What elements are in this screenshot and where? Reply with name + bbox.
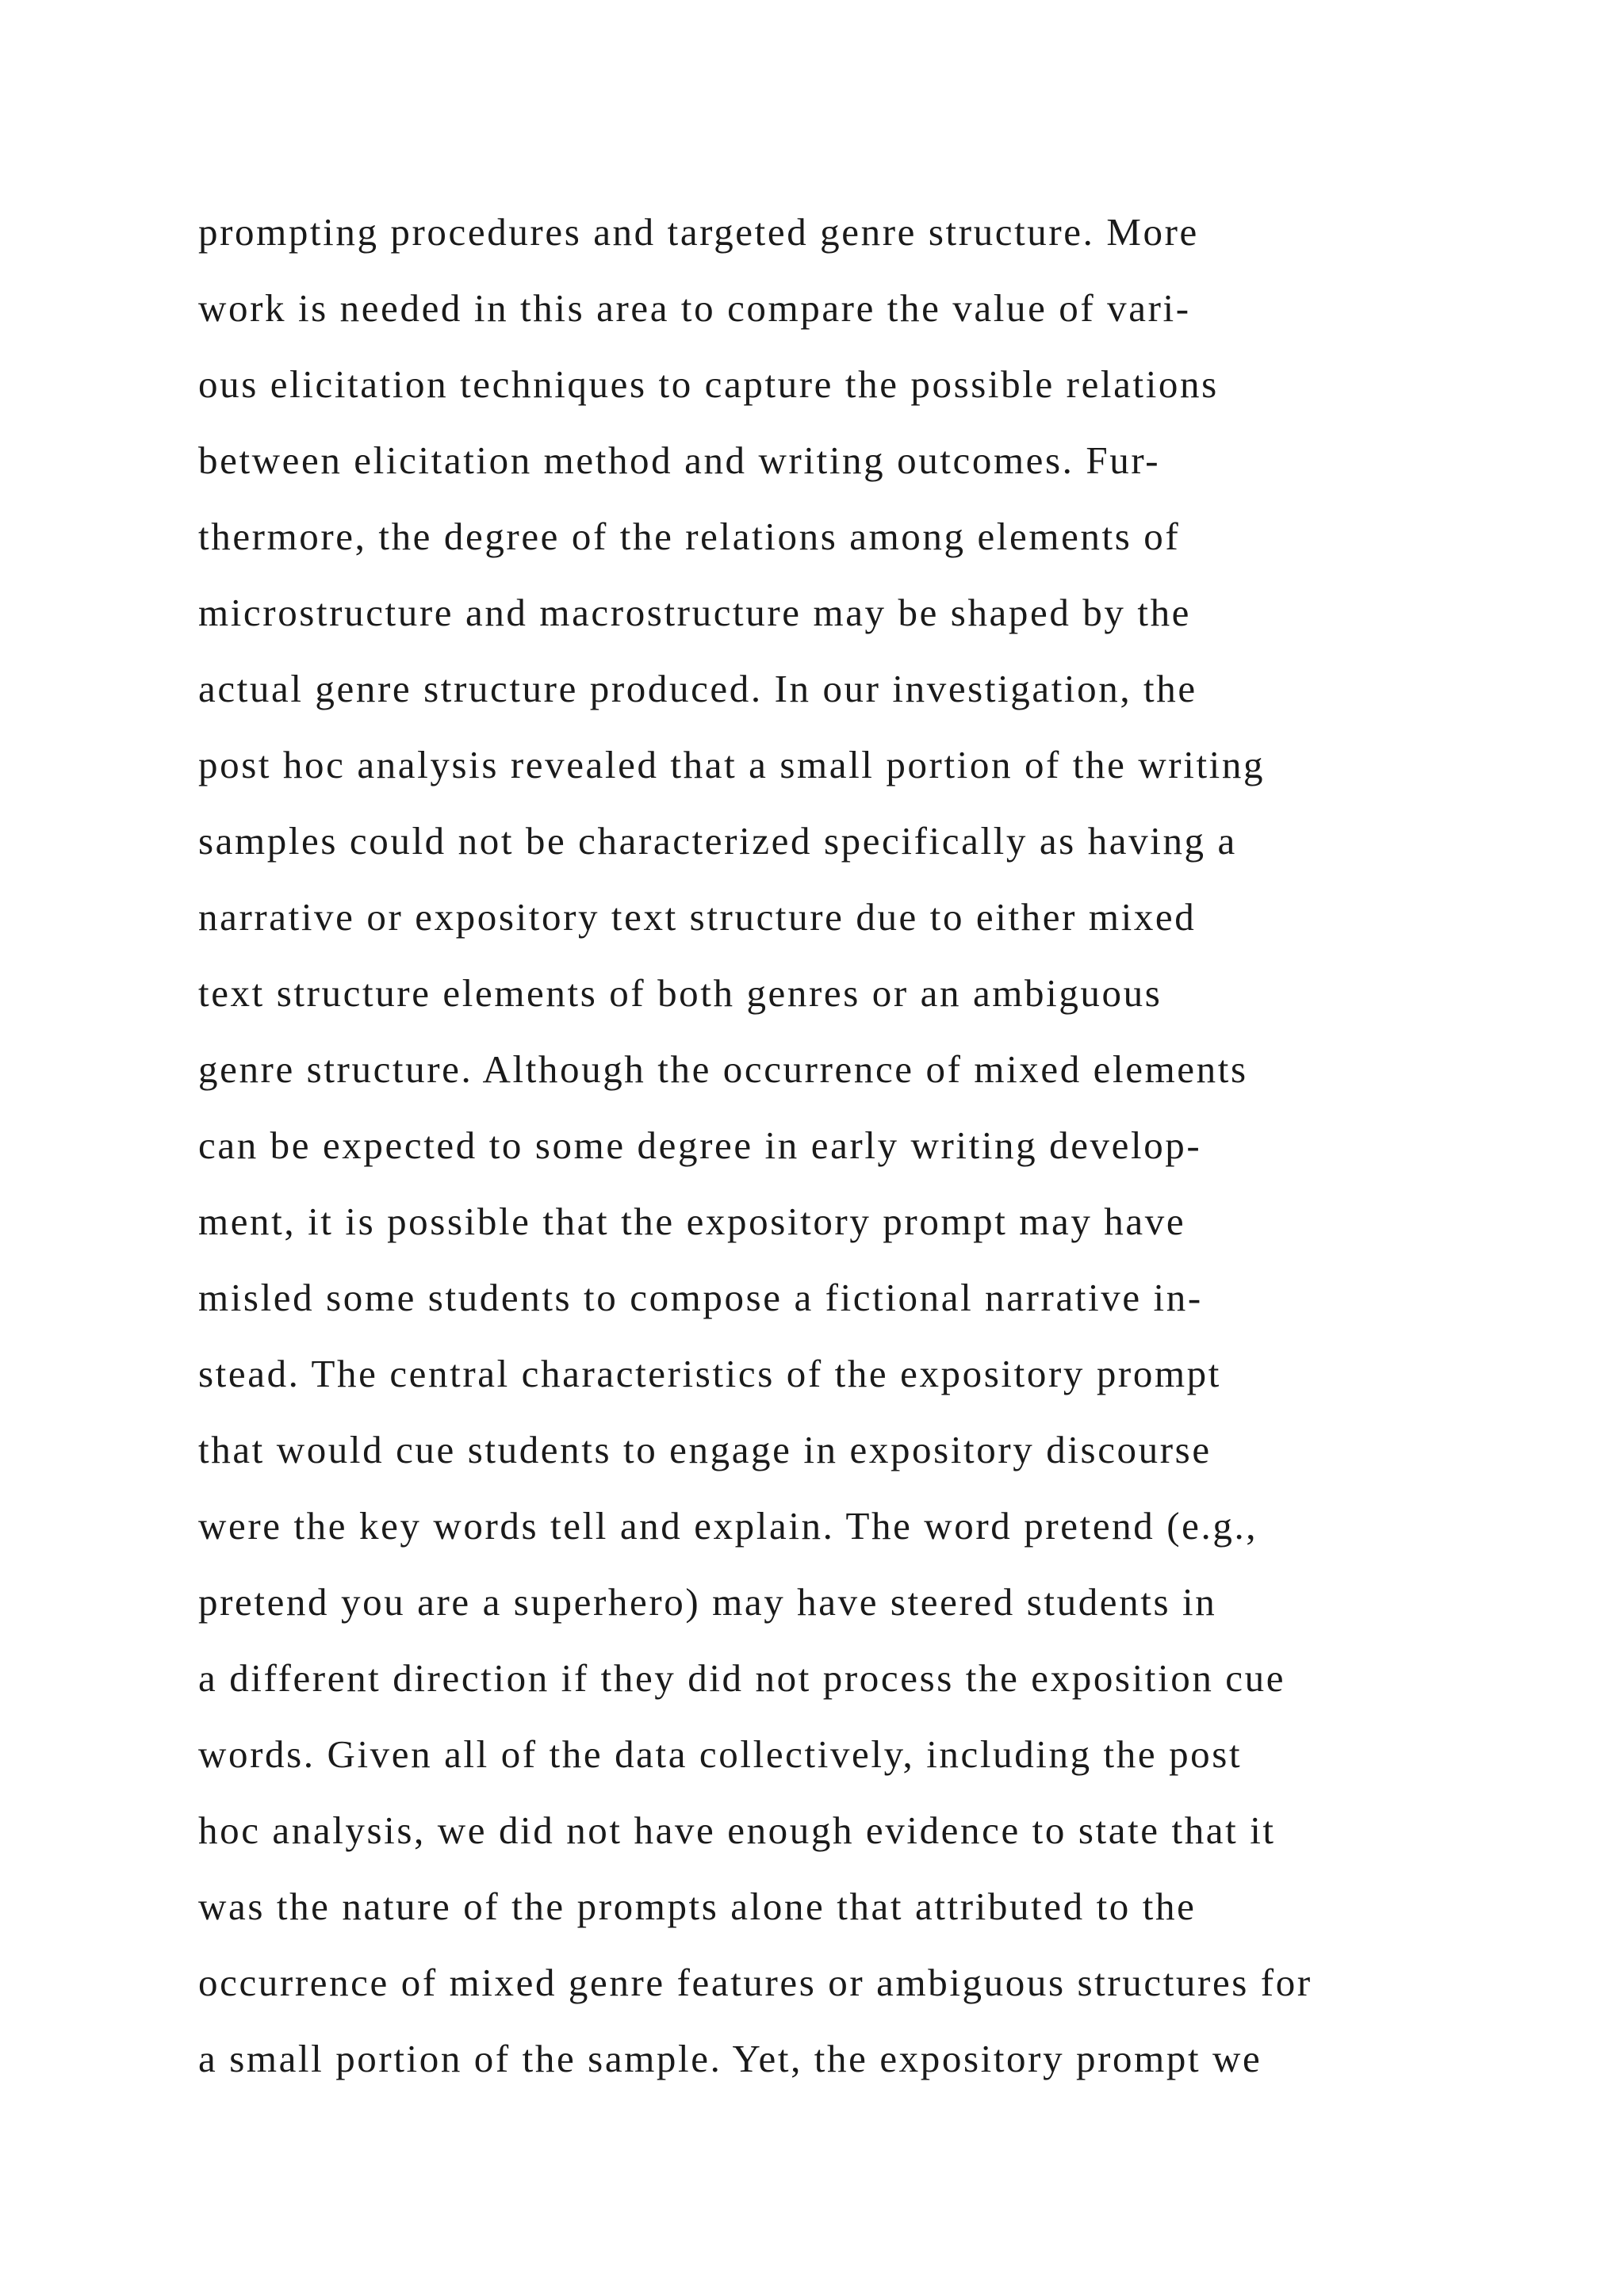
text-line: that would cue students to engage in expository discourse bbox=[198, 1428, 1212, 1471]
text-line: was the nature of the prompts alone that attributed to the bbox=[198, 1885, 1197, 1928]
text-line: occurrence of mixed genre features or ambiguous structures for bbox=[198, 1961, 1312, 2004]
text-line: genre structure. Although the occurrence of mixed elements bbox=[198, 1047, 1248, 1091]
text-line: work is needed in this area to compare the value of vari- bbox=[198, 286, 1191, 330]
text-line: a different direction if they did not process the exposition cue bbox=[198, 1656, 1286, 1700]
text-line: samples could not be characterized specifically as having a bbox=[198, 819, 1237, 863]
text-line: thermore, the degree of the relations among elements of bbox=[198, 515, 1181, 558]
text-line: prompting procedures and targeted genre structure. More bbox=[198, 210, 1199, 254]
text-line: actual genre structure produced. In our investigation, the bbox=[198, 667, 1197, 710]
text-line: ment, it is possible that the expository prompt may have bbox=[198, 1200, 1186, 1243]
text-line: microstructure and macrostructure may be shaped by the bbox=[198, 591, 1192, 634]
text-line: were the key words tell and explain. The word pretend (e.g., bbox=[198, 1504, 1258, 1548]
text-line: text structure elements of both genres or an ambiguous bbox=[198, 971, 1162, 1015]
text-line: stead. The central characteristics of the expository prompt bbox=[198, 1352, 1221, 1395]
text-line: hoc analysis, we did not have enough evidence to state that it bbox=[198, 1808, 1276, 1852]
text-line: between elicitation method and writing outcomes. Fur- bbox=[198, 438, 1161, 482]
text-line: a small portion of the sample. Yet, the expository prompt we bbox=[198, 2037, 1262, 2080]
text-line: post hoc analysis revealed that a small portion of the writing bbox=[198, 743, 1266, 786]
text-line: pretend you are a superhero) may have steered students in bbox=[198, 1580, 1217, 1624]
text-line: can be expected to some degree in early writing develop- bbox=[198, 1123, 1202, 1167]
text-line: narrative or expository text structure due to either mixed bbox=[198, 895, 1197, 939]
text-line: words. Given all of the data collectively, including the post bbox=[198, 1732, 1243, 1776]
text-line: misled some students to compose a fictional narrative in- bbox=[198, 1276, 1203, 1319]
text-line: ous elicitation techniques to capture the possible relations bbox=[198, 362, 1219, 406]
body-paragraph bbox=[198, 194, 1467, 2097]
